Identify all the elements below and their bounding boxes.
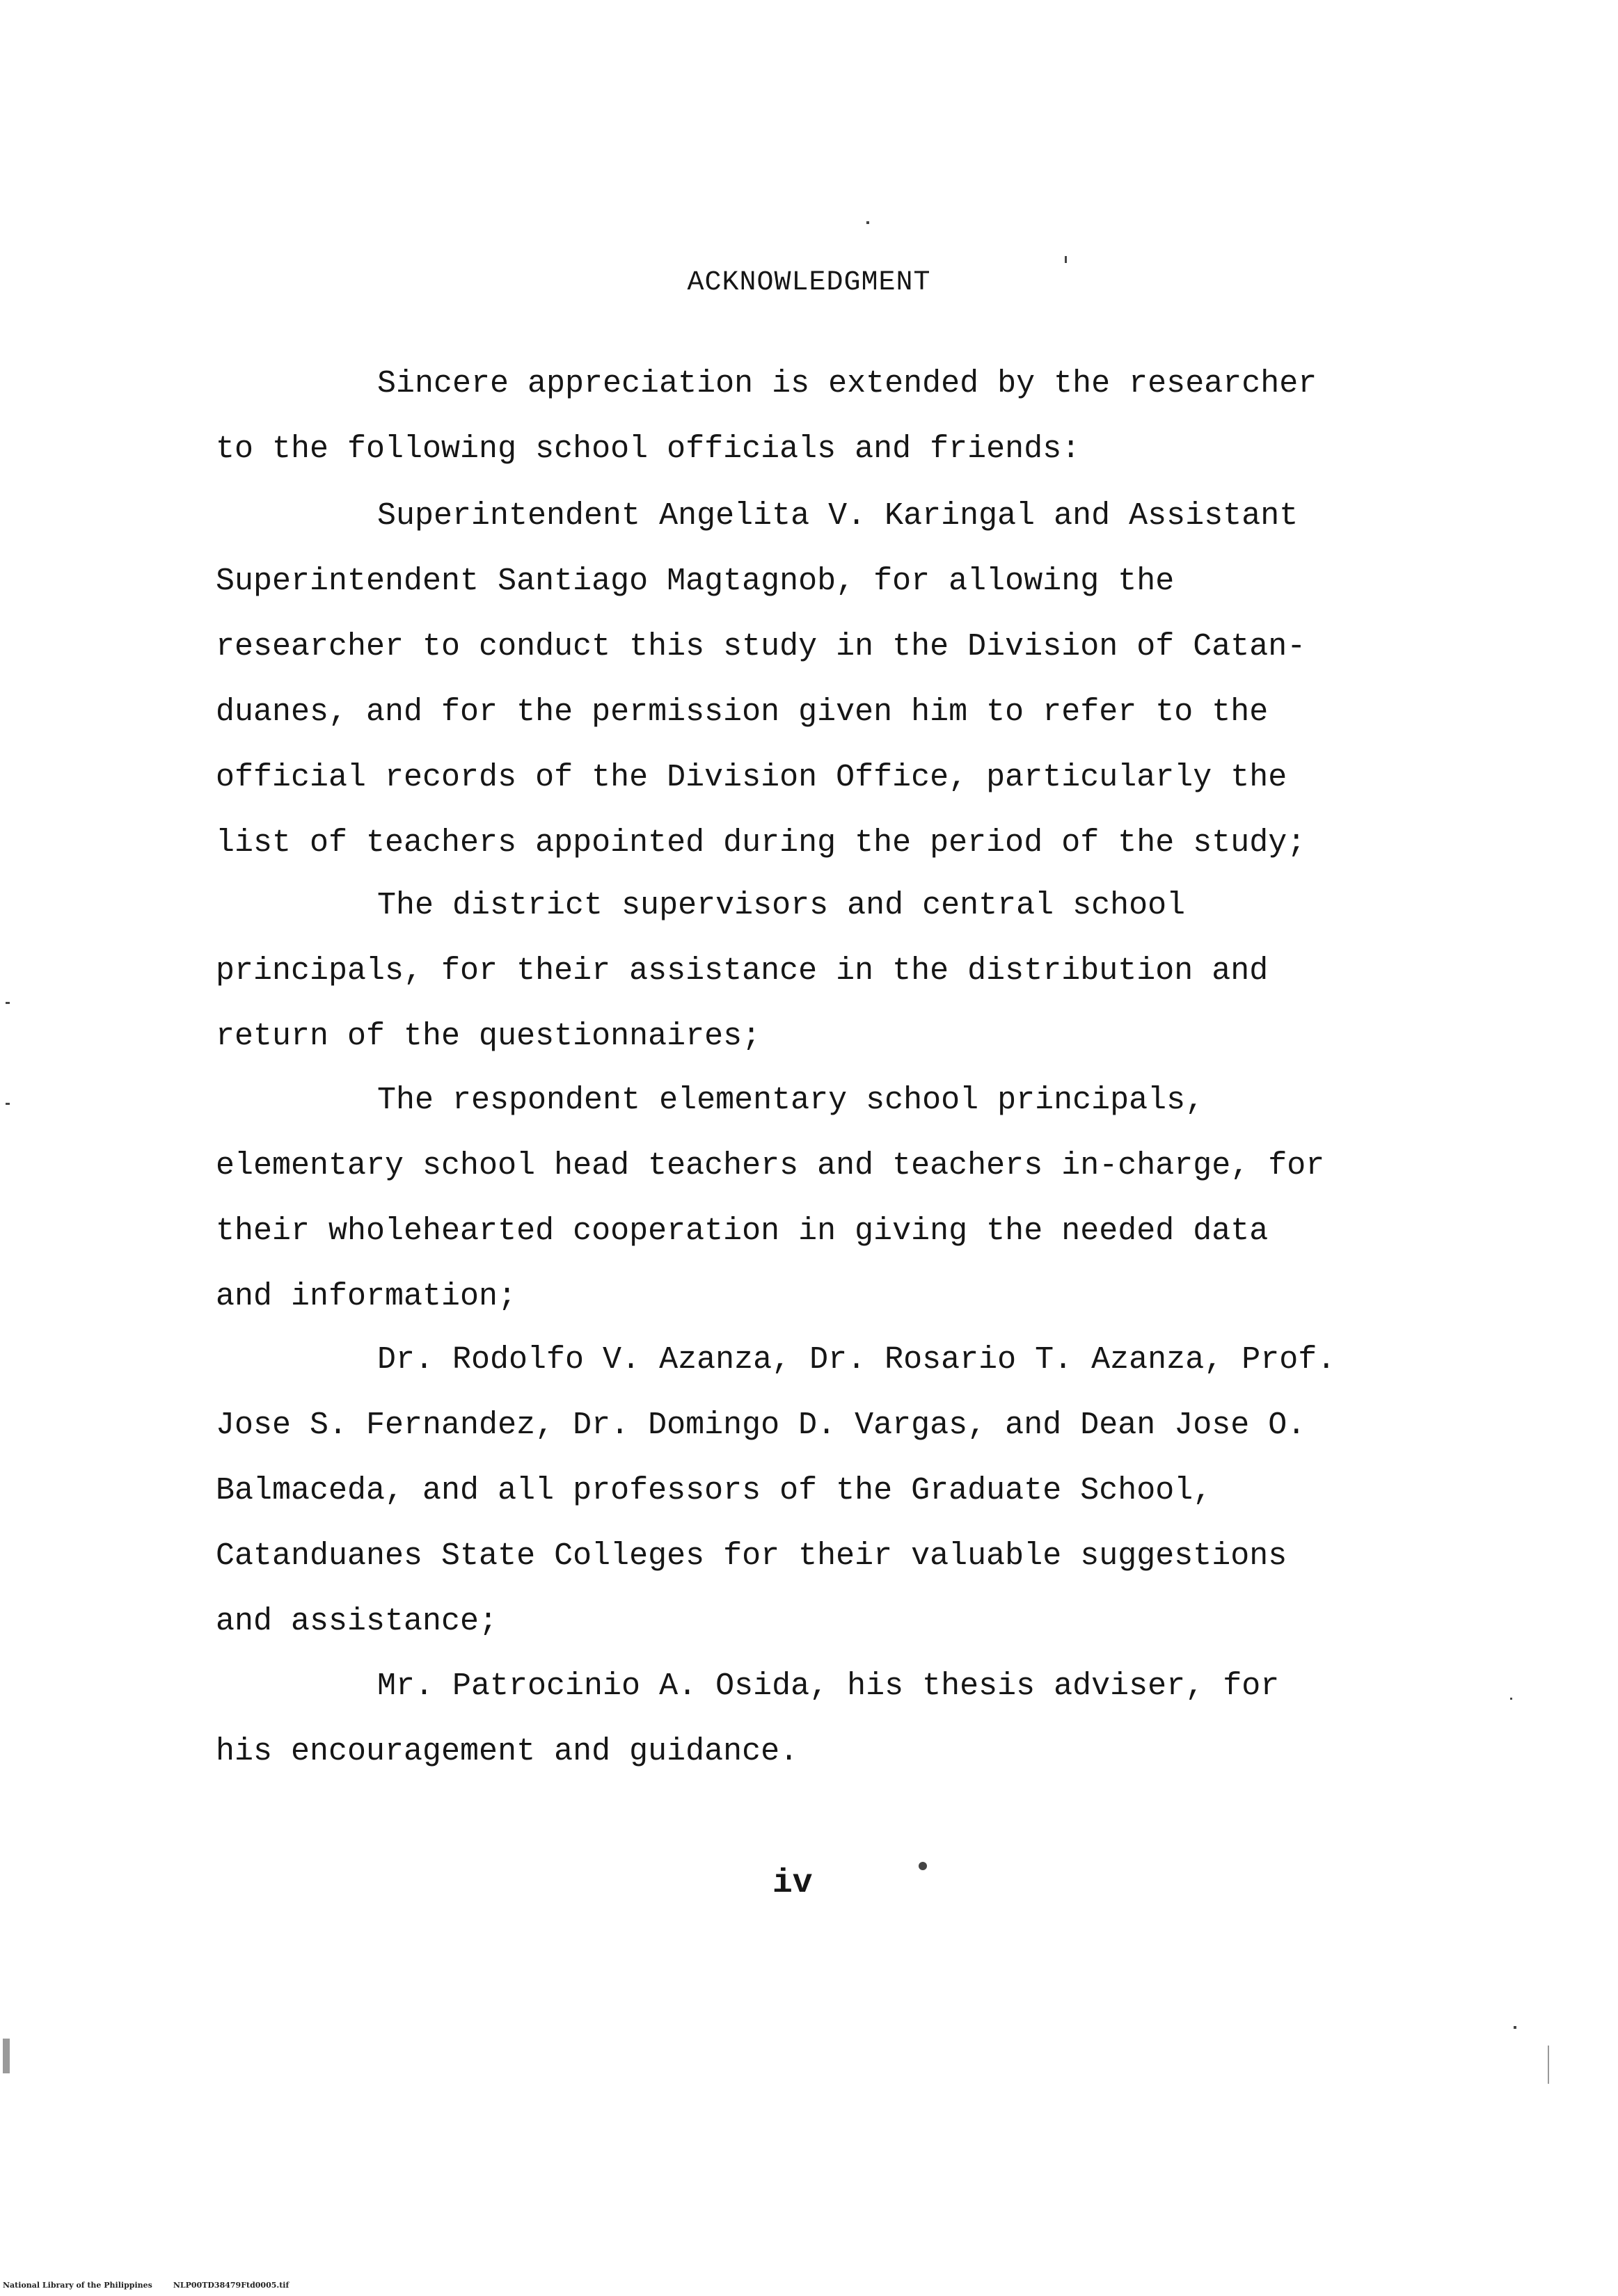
text-line: Sincere appreciation is extended by the researcher (377, 366, 1317, 401)
scan-speck (919, 1862, 927, 1870)
text-line: Dr. Rodolfo V. Azanza, Dr. Rosario T. Azanza, Prof. (377, 1342, 1336, 1378)
text-line: list of teachers appointed during the period of the study; (216, 825, 1306, 861)
text-line: Superintendent Angelita V. Karingal and Assistant (377, 498, 1299, 534)
text-line: The district supervisors and central school (377, 888, 1186, 923)
scan-speck (3, 2039, 10, 2073)
page-title: ACKNOWLEDGMENT (687, 267, 931, 298)
page-number: iv (772, 1865, 813, 1902)
text-line: Superintendent Santiago Magtagnob, for allowing the (216, 564, 1175, 599)
text-line: duanes, and for the permission given him to refer to the (216, 694, 1269, 730)
text-line: return of the questionnaires; (216, 1019, 761, 1054)
text-line: their wholehearted cooperation in giving the needed data (216, 1213, 1269, 1249)
paragraph-intro (216, 351, 1413, 482)
text-line: researcher to conduct this study in the Division of Catan- (216, 629, 1306, 664)
text-line: elementary school head teachers and teachers in-charge, for (216, 1148, 1325, 1183)
paragraph-professors (216, 1328, 1413, 1655)
paragraph-supervisors (216, 873, 1413, 1069)
footer-file: NLP00TD38479Ftd0005.tif (173, 2281, 290, 2290)
text-line: Catanduanes State Colleges for their valuable suggestions (216, 1538, 1287, 1574)
paragraph-respondents (216, 1068, 1413, 1330)
scan-speck (1548, 2046, 1549, 2084)
text-line: and information; (216, 1279, 517, 1314)
scan-speck (6, 1103, 10, 1105)
text-line: his encouragement and guidance. (216, 1734, 799, 1769)
text-line: Mr. Patrocinio A. Osida, his thesis adviser, for (377, 1668, 1280, 1704)
footer-library: National Library of the Philippines (3, 2281, 152, 2290)
scan-speck (1510, 1698, 1512, 1700)
text-line: to the following school officials and friends: (216, 431, 1081, 467)
text-line: Balmaceda, and all professors of the Graduate School, (216, 1473, 1212, 1508)
text-line: Jose S. Fernandez, Dr. Domingo D. Vargas, and Dean Jose O. (216, 1408, 1306, 1443)
text-line: The respondent elementary school principals, (377, 1083, 1205, 1118)
scan-speck (1514, 2026, 1516, 2029)
text-line: official records of the Division Office, particularly the (216, 760, 1287, 795)
paragraph-superintendents (216, 484, 1413, 876)
scan-speck (866, 221, 869, 224)
scan-speck (1065, 256, 1067, 263)
text-line: principals, for their assistance in the distribution and (216, 953, 1269, 989)
scan-speck (6, 1002, 10, 1004)
scan-footer (3, 2281, 289, 2290)
paragraph-adviser (216, 1654, 1413, 1785)
text-line: and assistance; (216, 1604, 498, 1639)
